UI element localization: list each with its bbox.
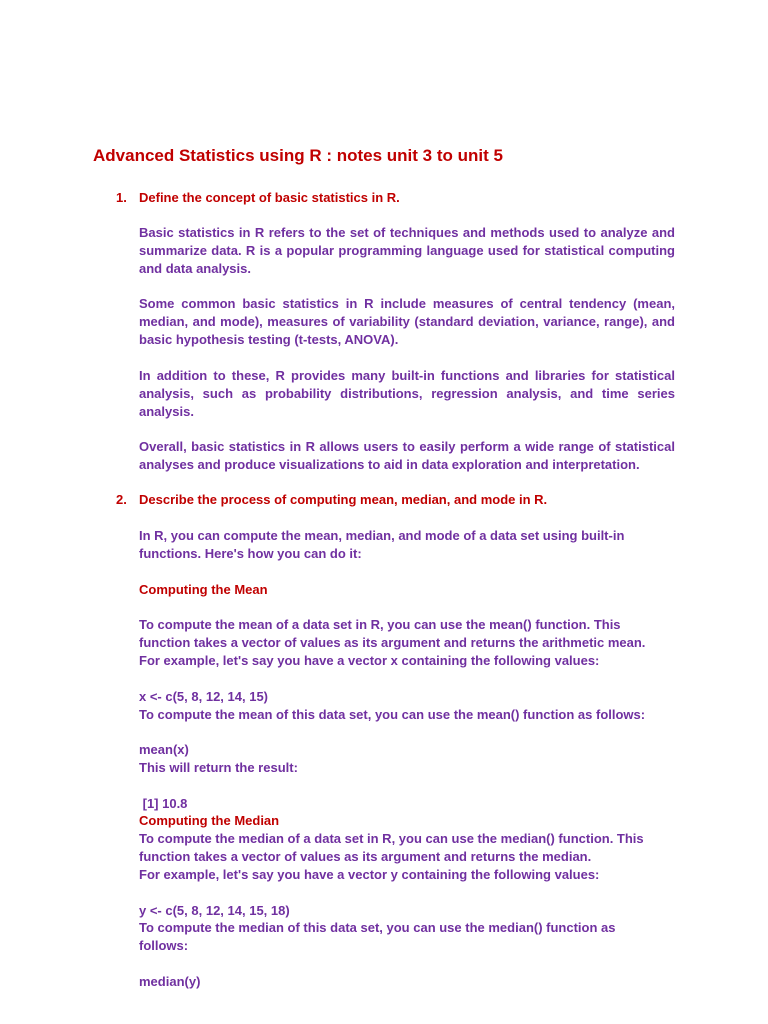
question-2-intro-line-2: functions. Here's how you can do it: xyxy=(139,546,362,561)
median-description-line-3: For example, let's say you have a vector y containing the following values: xyxy=(139,867,600,882)
mean-usage-text: To compute the mean of this data set, you can use the mean() function as follows: xyxy=(139,707,646,722)
question-2-number: 2. xyxy=(116,492,127,507)
computing-median-heading: Computing the Median xyxy=(139,813,280,828)
question-1-paragraph-2: Some common basic statistics in R include measures of central tendency (mean, median, and mode), measures of variability (standard deviation, variance, range), and basic hypothesis testing (t-tests, ANOVA). xyxy=(139,296,675,347)
median-description-line-1: To compute the median of a data set in R, you can use the median() function. This xyxy=(139,831,644,846)
median-usage-text-line-2: follows: xyxy=(139,938,189,953)
question-1-paragraph-3: In addition to these, R provides many built-in functions and libraries for statistical analysis, such as probability distributions, regression analysis, and time series analysis. xyxy=(139,368,675,419)
median-description-line-2: function takes a vector of values as its argument and returns the median. xyxy=(139,849,592,864)
median-code-line: y <- c(5, 8, 12, 14, 15, 18) xyxy=(139,903,290,918)
question-1-heading: Define the concept of basic statistics in R. xyxy=(139,190,400,205)
document-title: Advanced Statistics using R : notes unit 3 to unit 5 xyxy=(93,146,503,165)
mean-description-line-1: To compute the mean of a data set in R, you can use the mean() function. This xyxy=(139,617,621,632)
mean-result-value: [1] 10.8 xyxy=(139,796,188,811)
question-1-paragraph-4: Overall, basic statistics in R allows users to easily perform a wide range of statistical analyses and produce visualizations to aid in data exploration and interpretation. xyxy=(139,439,675,472)
mean-call-line: mean(x) xyxy=(139,742,189,757)
median-usage-text-line-1: To compute the median of this data set, you can use the median() function as xyxy=(139,920,616,935)
computing-mean-heading: Computing the Mean xyxy=(139,582,268,597)
mean-code-line: x <- c(5, 8, 12, 14, 15) xyxy=(139,689,268,704)
question-2-intro-line-1: In R, you can compute the mean, median, and mode of a data set using built-in xyxy=(139,528,625,543)
question-2-heading: Describe the process of computing mean, median, and mode in R. xyxy=(139,492,548,507)
mean-result-text: This will return the result: xyxy=(139,760,298,775)
median-call-line: median(y) xyxy=(139,974,201,989)
question-1-paragraph-1: Basic statistics in R refers to the set of techniques and methods used to analyze and summarize data. R is a popular programming language used for statistical computing and data analysis. xyxy=(139,225,675,276)
mean-description-line-2: function takes a vector of values as its argument and returns the arithmetic mean. xyxy=(139,635,646,650)
mean-description-line-3: For example, let's say you have a vector x containing the following values: xyxy=(139,653,600,668)
question-1-number: 1. xyxy=(116,190,127,205)
